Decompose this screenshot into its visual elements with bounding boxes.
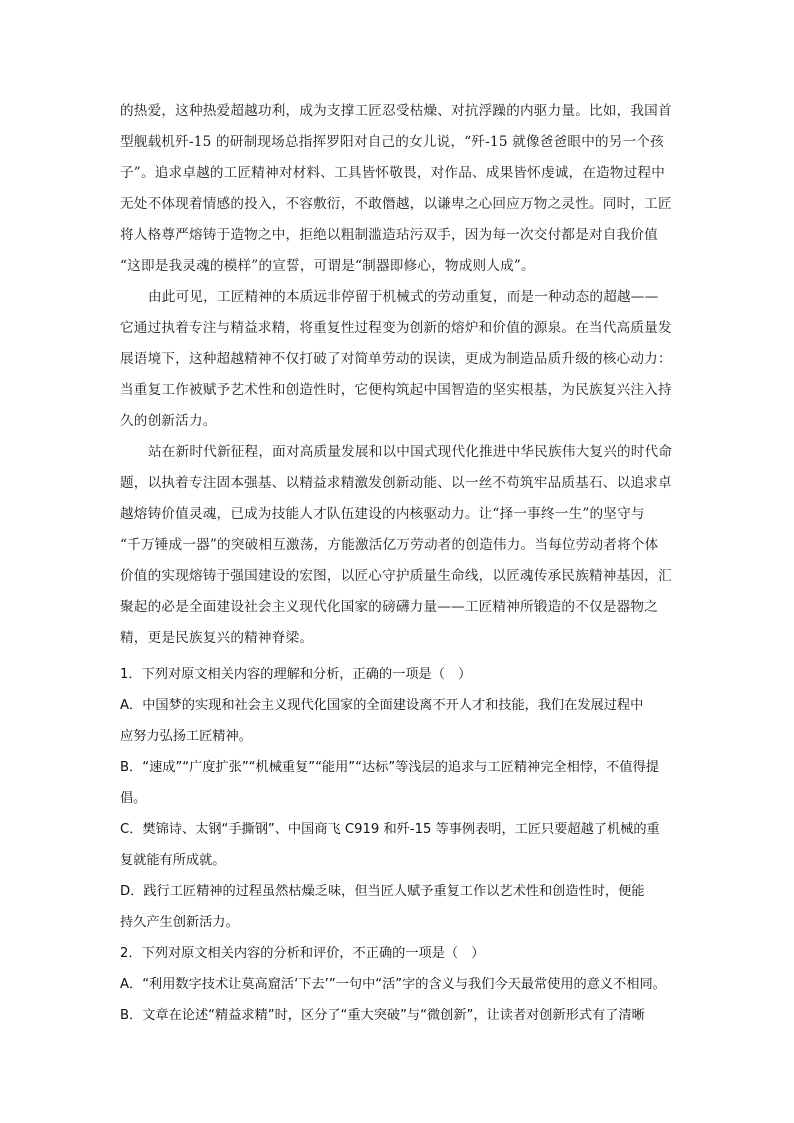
passage-paragraph-2 [120,282,676,437]
passage-line: 越熔铸价值灵魂，已成为技能人才队伍建设的内核驱动力。让“择一事终一生”的坚守与 [120,506,645,522]
passage-line: 题，以执着专注固本强基、以精益求精激发创新动能、以一丝不苟筑牢品质基石、以追求卓 [120,475,672,491]
passage-line: 将人格尊严熔铸于造物之中，拒绝以粗制滥造玷污双手，因为每一次交付都是对自我价值 [120,227,658,243]
passage-line: 久的创新活力。 [120,413,217,429]
question-1-option-b [120,752,680,814]
passage-paragraph-1 [120,96,676,282]
option-text: C．樊锦诗、太钢“手撕钢”、中国商飞 C919 和歼-15 等事例表明，工匠只要超越了机械的重 [120,822,660,837]
passage-line: 它通过执着专注与精益求精，将重复性过程变为创新的熔炉和价值的源泉。在当代高质量发 [120,320,672,336]
question-1-option-a [120,690,680,752]
passage-line: 展语境下，这种超越精神不仅打破了对简单劳动的误读，更成为制造品质升级的核心动力： [120,351,672,367]
passage-line: 当重复工作被赋予艺术性和创造性时，它便构筑起中国智造的坚实根基，为民族复兴注入持 [120,382,672,398]
question-1-stem: 1．下列对原文相关内容的理解和分析，正确的一项是（ ） [120,667,472,682]
question-1-option-c [120,814,680,876]
passage-line: 价值的实现熔铸于强国建设的宏图，以匠心守护质量生命线，以匠魂传承民族精神基因，汇 [120,568,672,584]
passage-line: 子”。追求卓越的工匠精神对材料、工具皆怀敬畏，对作品、成果皆怀虔诚，在造物过程中 [120,165,666,181]
option-text: A．中国梦的实现和社会主义现代化国家的全面建设离不开人才和技能，我们在发展过程中 [120,698,644,713]
passage-line: 的热爱，这种热爱超越功利，成为支撑工匠忍受枯燥、对抗浮躁的内驱力量。比如，我国首 [120,103,672,119]
passage-line: 站在新时代新征程，面对高质量发展和以中国式现代化推进中华民族伟大复兴的时代命 [148,444,673,460]
passage-line: 精，更是民族复兴的精神脊梁。 [120,630,314,646]
question-1-option-d [120,876,680,938]
passage-line: 无处不体现着情感的投入，不容敷衍，不敢僭越，以谦卑之心回应万物之灵性。同时，工匠 [120,196,672,212]
option-text: 倡。 [120,791,147,806]
option-text: B．“速成”“广度扩张”“机械重复”“能用”“达标”等浅层的追求与工匠精神完全相悖，不值得提 [120,760,659,775]
passage-paragraph-3 [120,437,676,654]
reading-passage [120,96,676,654]
option-text: 持久产生创新活力。 [120,915,239,930]
question-2-option-a: A．“利用数字技术让莫高窟活‘下去’”一句中“活”字的含义与我们今天最常使用的意义不相同。 [120,977,666,992]
question-section [120,659,680,1031]
option-text: 应努力弘扬工匠精神。 [120,729,252,744]
passage-line: 型舰载机歼-15 的研制现场总指挥罗阳对自己的女儿说，“歼-15 就像爸爸眼中的另一个孩 [120,134,664,150]
passage-line: “这即是我灵魂的模样”的宣誓，可谓是“制器即修心，物成则人成”。 [120,258,535,274]
question-2-option-b: B．文章在论述“精益求精”时，区分了“重大突破”与“微创新”，让读者对创新形式有了清晰 [120,1008,645,1023]
option-text: 复就能有所成就。 [120,853,226,868]
option-text: D．践行工匠精神的过程虽然枯燥乏味，但当匠人赋予重复工作以艺术性和创造性时，便能 [120,884,645,899]
passage-line: 聚起的必是全面建设社会主义现代化国家的磅礴力量——工匠精神所锻造的不仅是器物之 [120,599,658,615]
passage-line: “千万锤成一器”的突破相互激荡，方能激活亿万劳动者的创造伟力。当每位劳动者将个体 [120,537,659,553]
question-2-stem: 2．下列对原文相关内容的分析和评价，不正确的一项是（ ） [120,946,485,961]
passage-line: 由此可见，工匠精神的本质远非停留于机械式的劳动重复，而是一种动态的超越—— [148,289,659,305]
